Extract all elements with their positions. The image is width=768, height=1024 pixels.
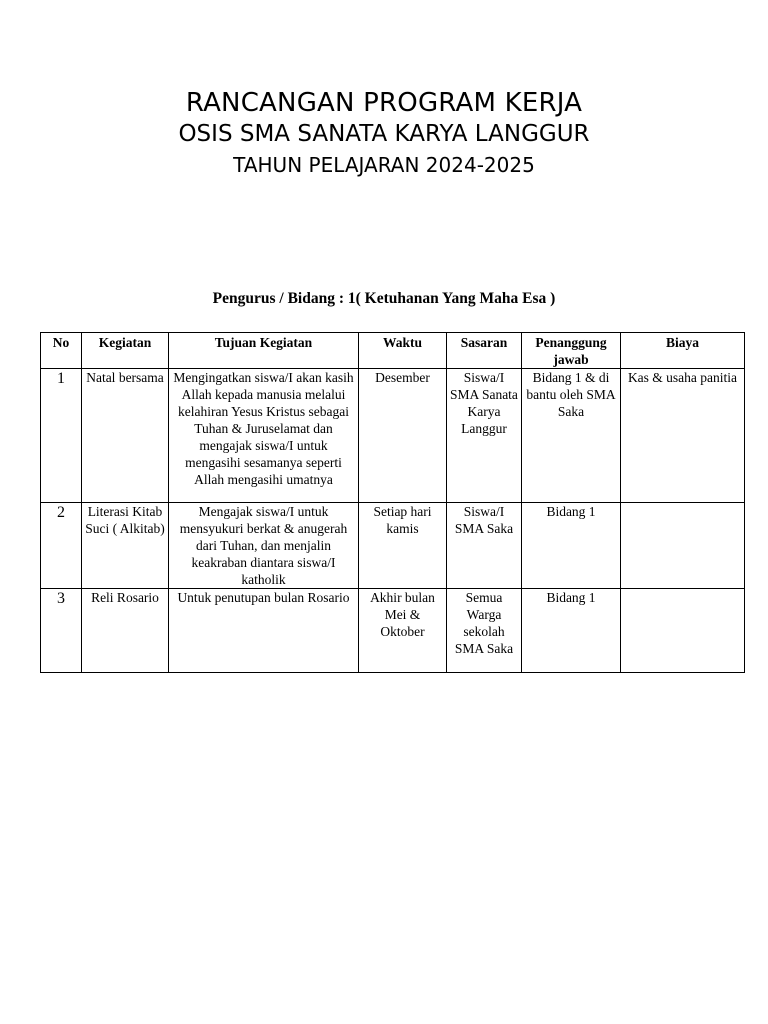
cell-sasaran: Siswa/I SMA Sanata Karya Langgur [447,369,522,503]
cell-sasaran: Semua Warga sekolah SMA Saka [447,589,522,673]
cell-penanggung-jawab: Bidang 1 [522,589,621,673]
cell-penanggung-jawab: Bidang 1 & di bantu oleh SMA Saka [522,369,621,503]
cell-kegiatan: Literasi Kitab Suci ( Alkitab) [82,503,169,589]
cell-waktu: Setiap hari kamis [359,503,447,589]
section-subtitle: Pengurus / Bidang : 1( Ketuhanan Yang Maha Esa ) [212,290,556,307]
title-line-2: OSIS SMA SANATA KARYA LANGGUR [178,121,590,147]
cell-penanggung-jawab: Bidang 1 [522,503,621,589]
cell-waktu: Akhir bulan Mei & Oktober [359,589,447,673]
header-biaya: Biaya [621,333,745,369]
header-waktu: Waktu [359,333,447,369]
cell-sasaran: Siswa/I SMA Saka [447,503,522,589]
cell-no: 1 [41,369,82,503]
header-sasaran: Sasaran [447,333,522,369]
cell-no: 3 [41,589,82,673]
cell-tujuan: Untuk penutupan bulan Rosario [169,589,359,673]
table-row [41,503,745,589]
header-tujuan: Tujuan Kegiatan [169,333,359,369]
table-header-row [41,333,745,369]
cell-kegiatan: Reli Rosario [82,589,169,673]
header-kegiatan: Kegiatan [82,333,169,369]
program-table [40,332,745,673]
cell-biaya: Kas & usaha panitia [621,369,745,503]
table-row [41,369,745,503]
header-penanggung-jawab: Penanggung jawab [522,333,621,369]
title-line-3: TAHUN PELAJARAN 2024-2025 [233,153,535,177]
cell-no: 2 [41,503,82,589]
cell-biaya [621,503,745,589]
cell-biaya [621,589,745,673]
cell-waktu: Desember [359,369,447,503]
cell-tujuan: Mengingatkan siswa/I akan kasih Allah kepada manusia melalui kelahiran Yesus Kristus sebagai Tuhan & Juruselamat dan mengajak siswa/I untuk mengasihi sesamanya seperti Allah mengasihi umatnya [169,369,359,503]
header-no: No [41,333,82,369]
cell-kegiatan: Natal bersama [82,369,169,503]
cell-tujuan: Mengajak siswa/I untuk mensyukuri berkat & anugerah dari Tuhan, dan menjalin keakraban diantara siswa/I katholik [169,503,359,589]
table-row [41,589,745,673]
title-line-1: RANCANGAN PROGRAM KERJA [185,88,583,118]
document-title [0,88,768,179]
